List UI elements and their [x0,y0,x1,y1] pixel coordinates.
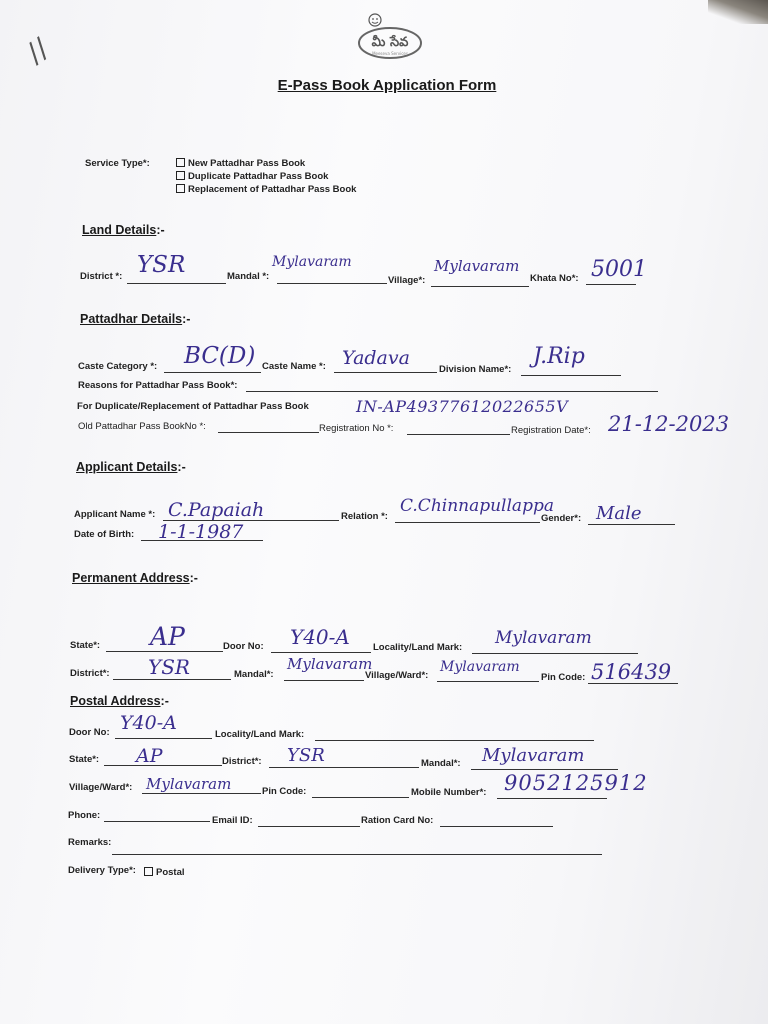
land-district-label: District *: [80,271,123,282]
postal-mandal-value[interactable]: Mylavaram [482,745,585,766]
meeseva-logo [356,12,424,62]
postal-door-label: Door No: [69,727,110,738]
dob-value[interactable]: 1-1-1987 [158,521,244,543]
relation-value[interactable]: C.Chinnapullappa [400,496,554,516]
applicant-name-value[interactable]: C.Papaiah [168,499,265,521]
perm-locality-label: Locality/Land Mark: [373,642,463,653]
ration-card-label: Ration Card No: [361,815,434,826]
postal-district-value[interactable]: YSR [287,745,325,766]
perm-locality-value[interactable]: Mylavaram [495,628,592,648]
checkbox-postal[interactable] [144,867,153,876]
postal-address-heading: Postal Address:- [70,694,169,708]
khata-label: Khata No*: [530,273,579,284]
caste-name-label: Caste Name *: [262,361,326,372]
checkbox-replacement[interactable] [176,184,185,193]
email-label: Email ID: [212,815,253,826]
land-mandal-label: Mandal *: [227,271,270,282]
perm-district-label: District*: [70,668,110,679]
perm-district-value[interactable]: YSR [148,655,190,679]
perm-mandal-label: Mandal*: [234,669,274,680]
postal-door-value[interactable]: Y40-A [120,712,177,734]
remarks-label: Remarks: [68,837,112,848]
caste-name-value[interactable]: Yadava [342,347,410,369]
land-mandal-value[interactable]: Mylavaram [272,254,352,270]
delivery-type-label: Delivery Type*: [68,865,136,876]
division-value[interactable]: J.Rip [533,344,585,369]
service-type-label: Service Type*: [85,158,150,169]
option-duplicate-passbook[interactable]: Duplicate Pattadhar Pass Book [176,171,328,182]
relation-label: Relation *: [341,511,388,522]
registration-date-value[interactable]: 21-12-2023 [608,412,730,436]
svg-text:మీ సేవ: మీ సేవ [371,35,409,50]
perm-pin-label: Pin Code: [541,672,586,683]
land-village-label: Village*: [388,275,426,286]
applicant-details-heading: Applicant Details:- [76,460,186,474]
postal-locality-label: Locality/Land Mark: [215,729,305,740]
option-replacement-passbook[interactable]: Replacement of Pattadhar Pass Book [176,184,356,195]
delivery-postal-option[interactable]: Postal [144,867,185,878]
postal-state-label: State*: [69,754,100,765]
land-district-value[interactable]: YSR [137,252,186,278]
perm-door-label: Door No: [223,641,264,652]
mobile-value[interactable]: 9052125912 [504,771,648,795]
permanent-address-heading: Permanent Address:- [72,571,198,585]
phone-label: Phone: [68,810,101,821]
perm-mandal-value[interactable]: Mylavaram [287,655,373,673]
khata-value[interactable]: 5001 [591,257,647,282]
land-village-value[interactable]: Mylavaram [434,257,520,275]
duplicate-reference-value[interactable]: IN-AP49377612022655V [356,397,569,416]
dob-label: Date of Birth: [74,529,135,540]
perm-state-label: State*: [70,640,101,651]
old-passbook-label: Old Pattadhar Pass BookNo *: [78,421,206,432]
postal-village-value[interactable]: Mylavaram [146,775,232,793]
svg-text:Meeseva Services: Meeseva Services [372,51,408,56]
registration-no-label: Registration No *: [319,423,394,434]
postal-mandal-label: Mandal*: [421,758,461,769]
option-new-passbook[interactable]: New Pattadhar Pass Book [176,158,305,169]
land-details-heading: Land Details:- [82,223,165,237]
postal-district-label: District*: [222,756,262,767]
gender-value[interactable]: Male [596,503,642,524]
reasons-label: Reasons for Pattadhar Pass Book*: [78,380,238,391]
registration-date-label: Registration Date*: [511,425,591,436]
form-title: E-Pass Book Application Form [277,77,497,94]
checkbox-new[interactable] [176,158,185,167]
perm-state-value[interactable]: AP [150,622,185,651]
applicant-name-label: Applicant Name *: [74,509,156,520]
postal-village-label: Village/Ward*: [69,782,133,793]
perm-village-label: Village/Ward*: [365,670,429,681]
checkbox-duplicate[interactable] [176,171,185,180]
perm-pin-value[interactable]: 516439 [591,660,672,684]
pen-mark: // [20,31,55,70]
perm-village-value[interactable]: Mylavaram [440,659,520,675]
mobile-label: Mobile Number*: [411,787,487,798]
perm-door-value[interactable]: Y40-A [290,625,350,649]
caste-category-value[interactable]: BC(D) [184,343,256,369]
pattadhar-details-heading: Pattadhar Details:- [80,312,191,326]
caste-category-label: Caste Category *: [78,361,158,372]
postal-state-value[interactable]: AP [136,745,163,767]
postal-pin-label: Pin Code: [262,786,307,797]
division-label: Division Name*: [439,364,512,375]
duplicate-replacement-label: For Duplicate/Replacement of Pattadhar Pass Book [77,401,309,412]
page-corner-shadow [708,0,768,24]
gender-label: Gender*: [541,513,582,524]
